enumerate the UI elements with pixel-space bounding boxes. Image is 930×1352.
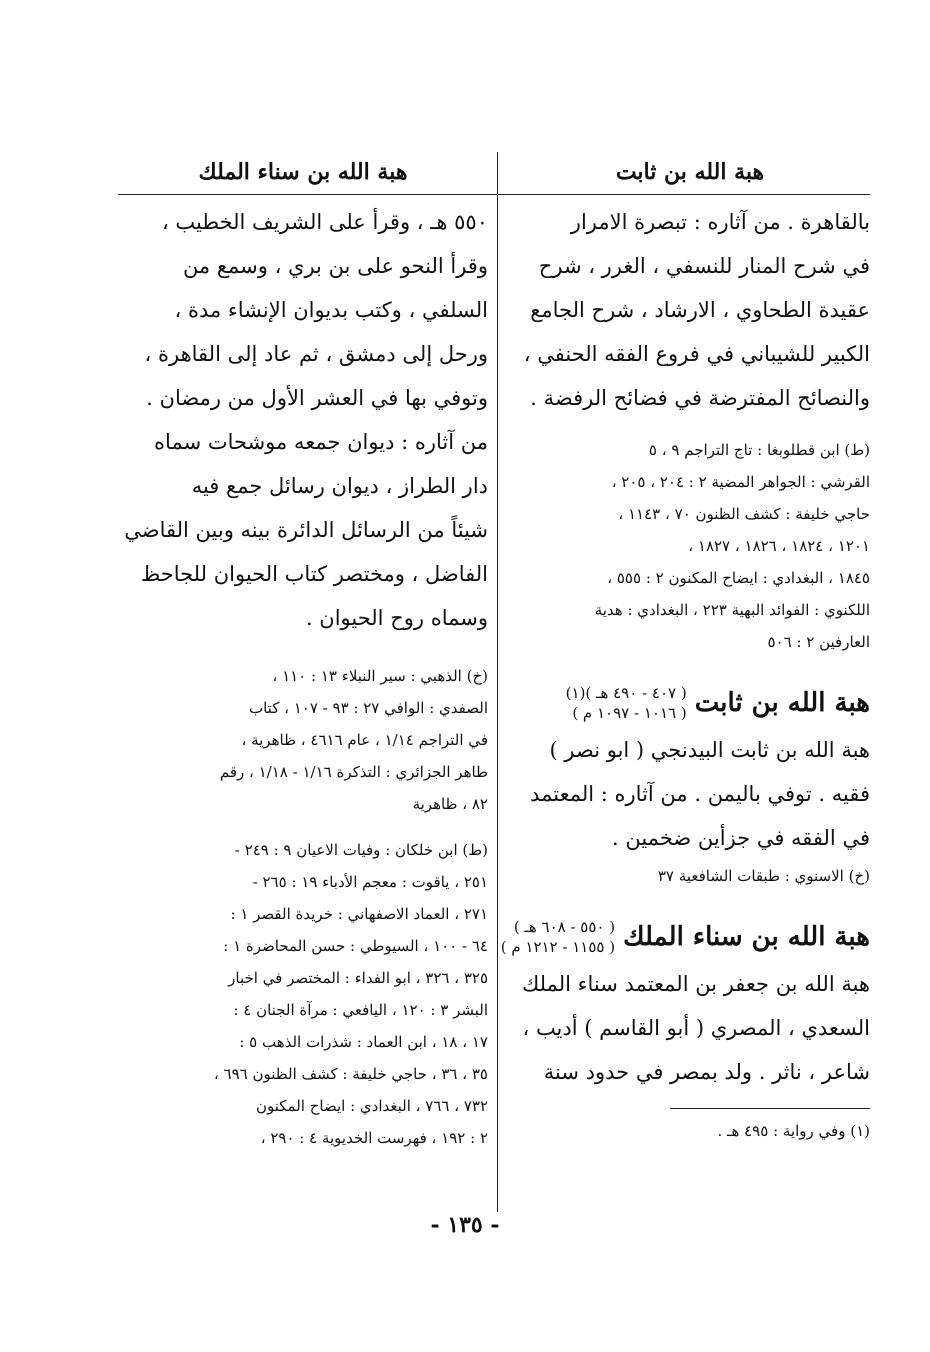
reference-line: (ط) ابن قطلوبغا : تاج التراجم ٩ ، ٥ <box>648 441 870 459</box>
reference-line: ٢٧١ ، العماد الاصفهاني : خريدة القصر ١ : <box>230 905 488 923</box>
reference-line: اللكنوي : الفوائد البهية ٢٢٣ ، البغدادي : هدية <box>594 601 870 619</box>
body-line: دار الطراز ، ديوان رسائل جمع فيه <box>191 474 488 498</box>
reference-line: في التراجم ١/١٤ ، عام ٤٦١٦ ، ظاهرية ، <box>241 731 488 749</box>
body-line: هبة الله بن جعفر بن المعتمد سناء الملك <box>521 972 870 996</box>
reference-line: ٢ : ١٩٢ ، فهرست الخديوية ٤ : ٢٩٠ ، <box>260 1129 488 1147</box>
body-line: من آثاره : ديوان جمعه موشحات سماه <box>154 430 488 454</box>
reference-line: طاهر الجزائري : التذكرة ١/١٦ - ١/١٨ ، رقم <box>219 763 488 781</box>
entry-heading <box>500 912 870 962</box>
reference-line: ٦٤ - ١٠٠ ، السيوطي : حسن المحاضرة ١ : <box>223 937 488 955</box>
reference-line: ٧٣٢ ، ٧٦٦ ، البغدادي : ايضاح المكنون <box>255 1097 488 1115</box>
body-line: شاعر ، ناثر . ولد بمصر في حدود سنة <box>543 1060 870 1084</box>
reference-line: العارفين ٢ : ٥٠٦ <box>767 633 870 651</box>
body-line: ورحل إلى دمشق ، ثم عاد إلى القاهرة ، <box>144 342 488 366</box>
body-line: السلفي ، وكتب بديوان الإنشاء مدة ، <box>174 298 488 322</box>
running-head-left: هبة الله بن سناء الملك <box>198 159 408 185</box>
reference-line: ٢٥١ ، ياقوت : معجم الأدباء ١٩ : ٢٦٥ - <box>252 873 488 891</box>
reference-line: ١٧ ، ١٨ ، ابن العماد : شذرات الذهب ٥ : <box>239 1033 488 1051</box>
reference-line: القرشي : الجواهر المضية ٢ : ٢٠٤ ، ٢٠٥ ، <box>611 473 870 491</box>
header-rule <box>118 194 870 195</box>
body-line: بالقاهرة . من آثاره : تبصرة الامرار <box>570 210 870 234</box>
entry-name: هبة الله بن ثابت <box>694 688 870 718</box>
reference-line: ٣٥ ، ٣٦ ، حاجي خليفة : كشف الظنون ٦٩٦ ، <box>213 1065 488 1083</box>
body-line: في شرح المنار للنسفي ، الغرر ، شرح <box>538 254 870 278</box>
entry-dates <box>566 683 687 723</box>
body-line: في الفقه في جزأين ضخمين . <box>612 826 870 850</box>
entry-dates <box>501 917 615 957</box>
reference-line: ٣٢٥ ، ٣٢٦ ، ابو الفداء : المختصر في اخبار <box>228 969 488 987</box>
reference-line: حاجي خليفة : كشف الظنون ٧٠ ، ١١٤٣ ، <box>618 505 870 523</box>
column-divider <box>497 152 498 1212</box>
running-head-right: هبة الله بن ثابت <box>615 159 765 185</box>
body-line: عقيدة الطحاوي ، الارشاد ، شرح الجامع <box>530 298 870 322</box>
body-line: هبة الله بن ثابت البيدنجي ( ابو نصر ) <box>549 738 870 762</box>
footnote: (١) وفي رواية : ٤٩٥ هـ . <box>717 1122 870 1140</box>
dates-hijri: ( ٤٠٧ - ٤٩٠ هـ )(١) <box>565 684 687 702</box>
reference-line: ١٨٤٥ ، البغدادي : ايضاح المكنون ٢ : ٥٥٥ ، <box>607 569 870 587</box>
entry-heading <box>508 678 870 728</box>
reference-line: (ط) ابن خلكان : وفيات الاعيان ٩ : ٢٤٩ - <box>234 841 488 859</box>
reference-line: ١٢٠١ ، ١٨٢٤ ، ١٨٢٦ ، ١٨٢٧ ، <box>688 537 870 555</box>
reference-line: ٨٢ ، ظاهرية <box>412 795 488 813</box>
reference-line: الصفدي : الوافي ٢٧ : ٩٣ - ١٠٧ ، كتاب <box>248 699 488 717</box>
body-line: الكبير للشيباني في فروع الفقه الحنفي ، <box>523 342 870 366</box>
footnote-rule <box>670 1108 870 1109</box>
dates-gregorian: ( ١١٥٥ - ١٢١٢ م ) <box>500 938 616 956</box>
reference-line: (خ) الاسنوي : طبقات الشافعية ٣٧ <box>657 867 870 885</box>
body-line: والنصائح المفترضة في فضائح الرفضة . <box>530 386 870 410</box>
page-number: - ١٣٥ - <box>430 1212 500 1238</box>
body-line: وقرأ النحو على بن بري ، وسمع من <box>182 254 488 278</box>
body-line: الفاضل ، ومختصر كتاب الحيوان للجاحظ <box>140 562 488 586</box>
body-line: فقيه . توفي باليمن . من آثاره : المعتمد <box>530 782 870 806</box>
dates-gregorian: ( ١٠١٦ - ١٠٩٧ م ) <box>572 704 687 722</box>
right-column <box>500 200 870 1147</box>
reference-line: (خ) الذهبي : سير النبلاء ١٣ : ١١٠ ، <box>272 667 488 685</box>
reference-line: البشر ٣ : ١٢٠ ، اليافعي : مرآة الجنان ٤ : <box>233 1001 488 1019</box>
left-column <box>122 200 488 1154</box>
body-line: السعدي ، المصري ( أبو القاسم ) أديب ، <box>522 1016 870 1040</box>
entry-name: هبة الله بن سناء الملك <box>623 922 870 952</box>
dates-hijri: ( ٥٥٠ - ٦٠٨ هـ ) <box>513 918 616 936</box>
body-line: ٥٥٠ هـ ، وقرأ على الشريف الخطيب ، <box>161 210 488 234</box>
body-line: وتوفي بها في العشر الأول من رمضان . <box>146 386 488 410</box>
body-line: شيئاً من الرسائل الدائرة بينه وبين القاضي <box>124 518 488 542</box>
body-line: وسماه روح الحيوان . <box>305 606 488 630</box>
